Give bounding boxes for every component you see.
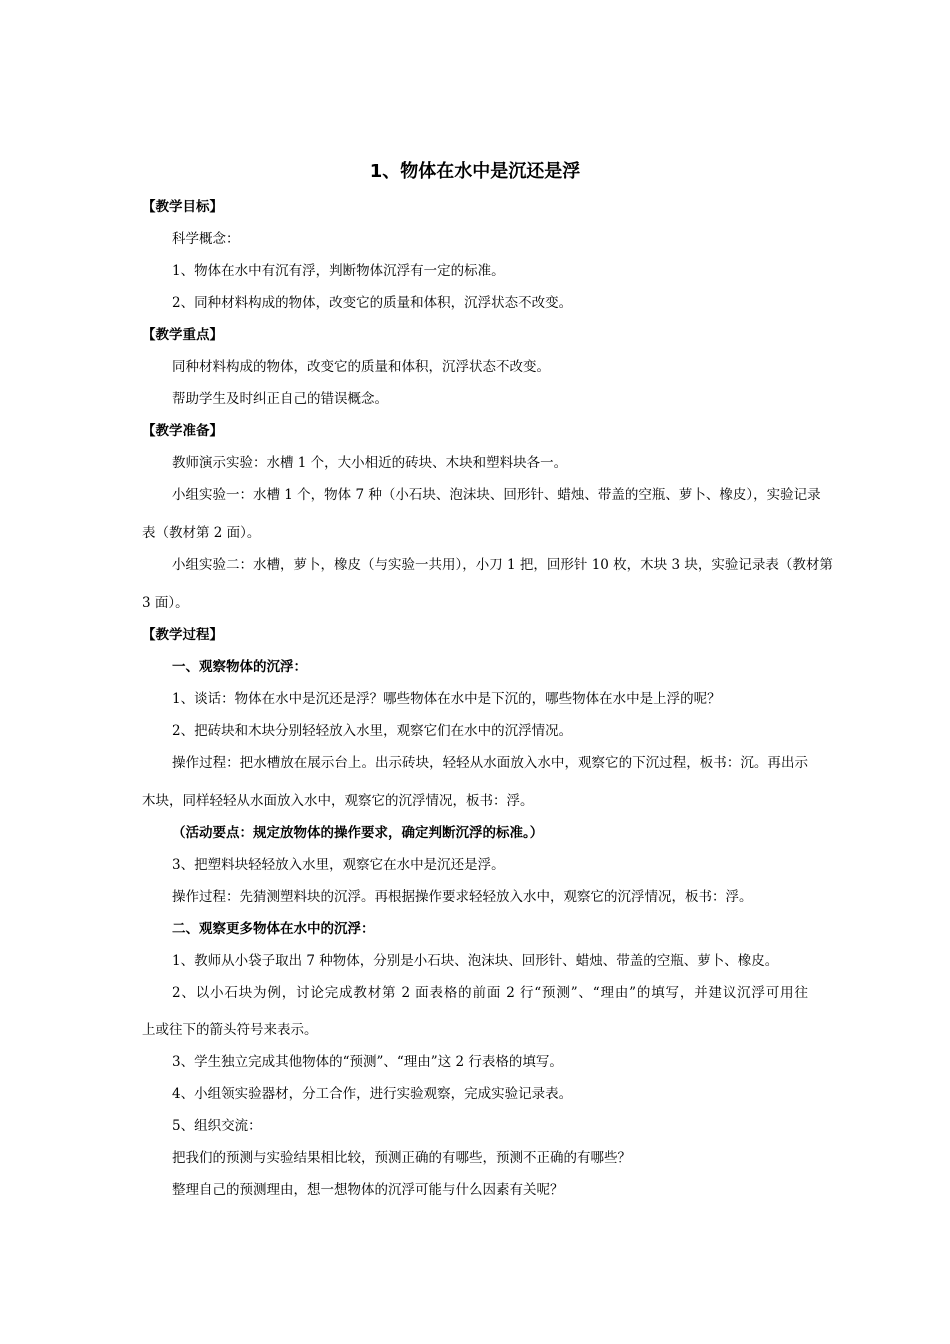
paragraph: 1、物体在水中有沉有浮，判断物体沉浮有一定的标准。: [172, 263, 505, 279]
paragraph: 操作过程：先猜测塑料块的沉浮。再根据操作要求轻轻放入水中，观察它的沉浮情况，板书：浮。: [172, 889, 753, 905]
heading-teaching-preparation: 【教学准备】: [142, 423, 223, 439]
paragraph: 3、把塑料块轻轻放入水里，观察它在水中是沉还是浮。: [172, 857, 505, 873]
paragraph-continuation: 木块，同样轻轻从水面放入水中，观察它的沉浮情况，板书：浮。: [142, 793, 534, 809]
paragraph: 操作过程：把水槽放在展示台上。出示砖块，轻轻从水面放入水中，观察它的下沉过程，板书：沉。再出示: [172, 755, 808, 771]
paragraph: 1、教师从小袋子取出 7 种物体，分别是小石块、泡沫块、回形针、蜡烛、带盖的空瓶、萝卜、橡皮。: [172, 953, 779, 969]
key-point-note: （活动要点：规定放物体的操作要求，确定判断沉浮的标准。）: [172, 825, 544, 841]
paragraph-continuation: 上或往下的箭头符号来表示。: [142, 1022, 318, 1038]
paragraph: 3、学生独立完成其他物体的“预测”、“理由”这 2 行表格的填写。: [172, 1054, 563, 1070]
paragraph: 同种材料构成的物体，改变它的质量和体积，沉浮状态不改变。: [172, 359, 550, 375]
paragraph-continuation: 表（教材第 2 面）。: [142, 525, 261, 541]
paragraph: 2、把砖块和木块分别轻轻放入水里，观察它们在水中的沉浮情况。: [172, 723, 573, 739]
paragraph-continuation: 3 面）。: [142, 595, 189, 611]
paragraph: 4、小组领实验器材，分工合作，进行实验观察，完成实验记录表。: [172, 1086, 573, 1102]
heading-teaching-goals: 【教学目标】: [142, 199, 223, 215]
paragraph: 小组实验一：水槽 1 个，物体 7 种（小石块、泡沫块、回形针、蜡烛、带盖的空瓶、萝卜、橡皮），实验记录: [172, 487, 821, 503]
paragraph: 科学概念：: [172, 231, 240, 247]
paragraph: 2、以小石块为例，讨论完成教材第 2 面表格的前面 2 行“预测”、“理由”的填写，并建议沉浮可用往: [172, 985, 808, 1001]
paragraph: 2、同种材料构成的物体，改变它的质量和体积，沉浮状态不改变。: [172, 295, 573, 311]
page-title: 1、物体在水中是沉还是浮: [369, 161, 581, 182]
paragraph: 小组实验二：水槽，萝卜，橡皮（与实验一共用），小刀 1 把，回形针 10 枚，木块 3 块，实验记录表（教材第: [172, 557, 833, 573]
paragraph: 教师演示实验：水槽 1 个，大小相近的砖块、木块和塑料块各一。: [172, 455, 568, 471]
subheading-part-two: 二、观察更多物体在水中的沉浮：: [172, 921, 375, 937]
paragraph: 整理自己的预测理由，想一想物体的沉浮可能与什么因素有关呢？: [172, 1182, 564, 1198]
heading-teaching-process: 【教学过程】: [142, 627, 223, 643]
paragraph: 帮助学生及时纠正自己的错误概念。: [172, 391, 388, 407]
paragraph: 5、组织交流：: [172, 1118, 262, 1134]
subheading-part-one: 一、观察物体的沉浮：: [172, 659, 307, 675]
heading-teaching-focus: 【教学重点】: [142, 327, 223, 343]
paragraph: 把我们的预测与实验结果相比较，预测正确的有哪些，预测不正确的有哪些？: [172, 1150, 631, 1166]
paragraph: 1、谈话：物体在水中是沉还是浮？哪些物体在水中是下沉的，哪些物体在水中是上浮的呢？: [172, 691, 721, 707]
